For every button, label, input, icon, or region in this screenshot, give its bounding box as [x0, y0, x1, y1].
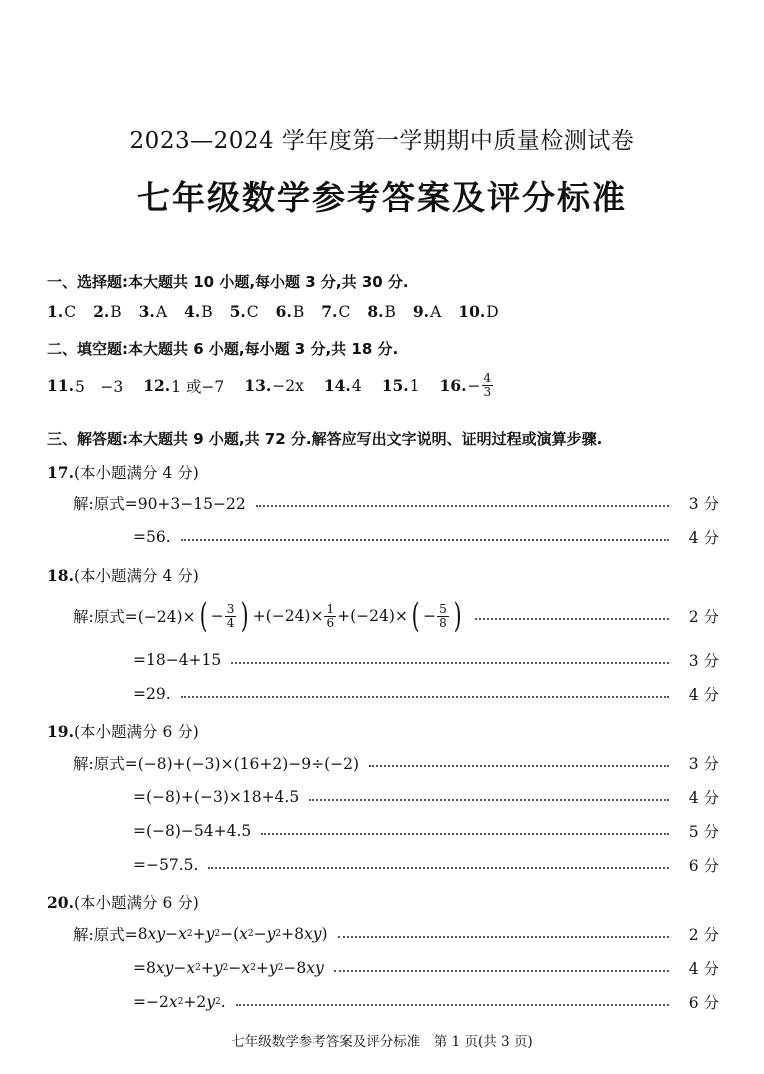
choice-answer-number: 10. — [458, 302, 486, 321]
choice-answer-number: 1. — [47, 302, 64, 321]
choice-answer-item — [184, 303, 213, 321]
choice-answer-value: C — [64, 303, 77, 321]
section-2-heading: 二、填空题:本大题共 6 小题,每小题 3 分,共 18 分. — [47, 340, 399, 358]
leader-dots — [334, 970, 669, 972]
section-1-heading: 一、选择题:本大题共 10 小题,每小题 3 分,共 30 分. — [47, 273, 409, 291]
q18-number: 18. — [47, 566, 74, 585]
fill-answer-value: 5 −3 — [74, 377, 124, 396]
fill-answer-number: 12. — [143, 376, 171, 395]
choice-answer-item — [458, 303, 498, 321]
expr-prefix: = — [133, 959, 146, 977]
choice-answer-number: 7. — [321, 302, 338, 321]
leader-dots — [475, 618, 669, 620]
q19-step-4-score: 6 分 — [688, 857, 719, 875]
choice-answer-number: 5. — [229, 302, 246, 321]
left-paren: ( — [411, 596, 420, 636]
section-3-heading: 三、解答题:本大题共 9 小题,共 72 分.解答应写出文字说明、证明过程或演算步骤. — [47, 430, 603, 448]
q18-fraction-1 — [225, 603, 237, 630]
expr-prefix: 解:原式= — [73, 926, 138, 944]
q19-step-3 — [133, 818, 719, 844]
choice-answer-item — [93, 303, 122, 321]
choice-answer-number: 9. — [412, 302, 430, 321]
leader-dots — [181, 539, 669, 541]
fill-answer-item — [143, 375, 224, 397]
choice-answer-value: B — [201, 303, 213, 321]
q20-step-2-score: 4 分 — [688, 960, 719, 978]
q19-step-4-expr: =−57.5. — [133, 856, 199, 874]
q18-step-2 — [133, 647, 719, 673]
denominator: 6 — [326, 615, 335, 630]
denominator: 3 — [483, 385, 492, 399]
choice-answer-number: 8. — [367, 302, 384, 321]
fill-answer-number: 14. — [323, 376, 351, 395]
leader-dots — [231, 662, 669, 664]
choice-answer-item — [139, 303, 167, 321]
q19-step-1-score: 3 分 — [688, 755, 719, 773]
leader-dots — [309, 799, 669, 801]
choice-answer-item — [276, 303, 305, 321]
q18-expr-mid2: +(−24)× — [337, 607, 408, 625]
choice-answer-item — [47, 303, 76, 321]
q17-step-1 — [73, 490, 719, 516]
q18-frac1-sign: − — [210, 607, 224, 625]
q17-step-1-score: 3 分 — [688, 495, 719, 513]
choice-answer-value: C — [246, 303, 259, 321]
leader-dots — [181, 696, 669, 698]
q19-step-3-expr: =(−8)−54+4.5 — [133, 822, 252, 840]
q17-points: (本小题满分 4 分) — [73, 464, 199, 482]
q18-points: (本小题满分 4 分) — [73, 567, 199, 585]
left-paren: ( — [199, 596, 208, 636]
q17-step-2-score: 4 分 — [688, 529, 719, 547]
numerator: 5 — [439, 601, 447, 616]
leader-dots — [208, 867, 669, 869]
q18-step-2-score: 3 分 — [688, 652, 719, 670]
q18-expr-mid: +(−24)× — [252, 607, 324, 625]
fill-answer-value: 4 — [351, 376, 362, 395]
q20-points: (本小题满分 6 分) — [73, 894, 199, 912]
q20-step-3-score: 6 分 — [688, 994, 719, 1012]
choice-answer-number: 2. — [93, 302, 110, 321]
fill-answer-number: 16. — [439, 376, 467, 395]
leader-dots — [256, 505, 669, 507]
fill-answer-item — [440, 372, 495, 399]
section-2-answers — [47, 372, 514, 399]
q18-fraction-2 — [324, 603, 336, 630]
page-footer: 七年级数学参考答案及评分标准 第 1 页(共 3 页) — [231, 1034, 533, 1050]
choice-answer-number: 3. — [138, 302, 155, 321]
q20-header — [47, 891, 199, 913]
q20-step-1 — [73, 921, 719, 947]
q20-step-1-score: 2 分 — [688, 926, 719, 944]
answer-key-title: 七年级数学参考答案及评分标准 — [137, 178, 627, 217]
fill-answer-number: 15. — [381, 376, 409, 395]
fill-answer-item — [244, 376, 304, 395]
choice-answer-value: A — [430, 303, 442, 321]
q18-step-2-expr: =18−4+15 — [133, 651, 222, 669]
q19-step-3-score: 5 分 — [688, 823, 719, 841]
choice-answer-value: D — [486, 303, 499, 321]
fill-answer-item — [324, 376, 362, 395]
q18-frac3-sign: − — [423, 607, 437, 625]
q19-step-2-score: 4 分 — [688, 789, 719, 807]
choice-answer-item — [230, 303, 259, 321]
denominator: 4 — [226, 615, 235, 630]
q17-header — [47, 461, 199, 483]
q19-step-1 — [73, 750, 719, 776]
q20-step-1-expr: 解:原式= 8 xy − x 2 + y 2 −( x 2 − y 2 +8 xy ) — [73, 925, 328, 944]
exam-title: 2023—2024 学年度第一学期期中质量检测试卷 — [129, 128, 635, 154]
q18-step-3-score: 4 分 — [688, 686, 719, 704]
fill-answer-number: 13. — [244, 376, 272, 395]
leader-dots — [236, 1004, 669, 1006]
choice-answer-number: 6. — [275, 302, 292, 321]
numerator: 3 — [226, 601, 235, 616]
q19-step-4 — [133, 852, 719, 878]
fill-answer-item — [47, 375, 123, 397]
q19-step-2 — [133, 784, 719, 810]
fill-answer-value: 1 或−7 — [171, 377, 225, 396]
q19-number: 19. — [47, 722, 74, 741]
q17-step-1-expr: 解:原式=90+3−15−22 — [73, 495, 246, 513]
section-1-answers — [47, 302, 516, 321]
q18-step-3-expr: =29. — [133, 685, 171, 703]
right-paren: ) — [453, 596, 462, 636]
choice-answer-value: B — [110, 303, 122, 321]
fill-answer-item — [382, 376, 420, 395]
q18-step-1-score: 2 分 — [688, 608, 719, 626]
right-paren: ) — [241, 596, 250, 636]
leader-dots — [338, 936, 669, 938]
q20-step-2-expr: = 8 xy − x 2 + y 2 − x 2 + y 2 −8 xy — [133, 959, 324, 977]
q20-step-3 — [133, 989, 719, 1015]
q18-step-3 — [133, 681, 719, 707]
numerator: 1 — [326, 601, 335, 616]
q19-points: (本小题满分 6 分) — [73, 723, 199, 741]
q20-step-2 — [133, 955, 719, 981]
q20-number: 20. — [47, 893, 74, 912]
q19-step-1-expr: 解:原式=(−8)+(−3)×(16+2)−9÷(−2) — [73, 755, 360, 773]
choice-answer-value: B — [292, 303, 305, 321]
q18-fraction-3 — [437, 603, 449, 630]
choice-answer-value: A — [155, 303, 168, 321]
q18-expr-prefix: 解:原式=(−24)× — [73, 608, 196, 626]
choice-answer-number: 4. — [184, 302, 201, 321]
q18-header — [47, 564, 199, 586]
q18-step-1-expr — [73, 596, 465, 636]
expr-prefix: = — [133, 993, 146, 1011]
choice-answer-value: B — [384, 303, 396, 321]
fill-answer-fraction — [482, 372, 494, 399]
leader-dots — [261, 833, 669, 835]
numerator: 4 — [483, 371, 492, 385]
q19-step-2-expr: =(−8)+(−3)×18+4.5 — [133, 788, 300, 806]
fill-answer-number: 11. — [47, 376, 74, 395]
fill-answer-value: −2x — [272, 376, 304, 395]
q20-step-3-expr: = −2 x 2 +2 y 2 . — [133, 993, 226, 1011]
fill-answer-value: 1 — [409, 376, 420, 395]
choice-answer-item — [367, 303, 396, 321]
leader-dots — [369, 765, 669, 767]
q18-step-1 — [73, 598, 719, 634]
choice-answer-value: C — [338, 303, 351, 321]
q17-step-2-expr: =56. — [133, 528, 171, 546]
q17-number: 17. — [47, 463, 74, 482]
fill-answer-sign: − — [467, 376, 481, 395]
denominator: 8 — [439, 615, 447, 630]
q19-header — [47, 720, 199, 742]
choice-answer-item — [413, 303, 441, 321]
q17-step-2 — [133, 524, 719, 550]
choice-answer-item — [321, 303, 350, 321]
